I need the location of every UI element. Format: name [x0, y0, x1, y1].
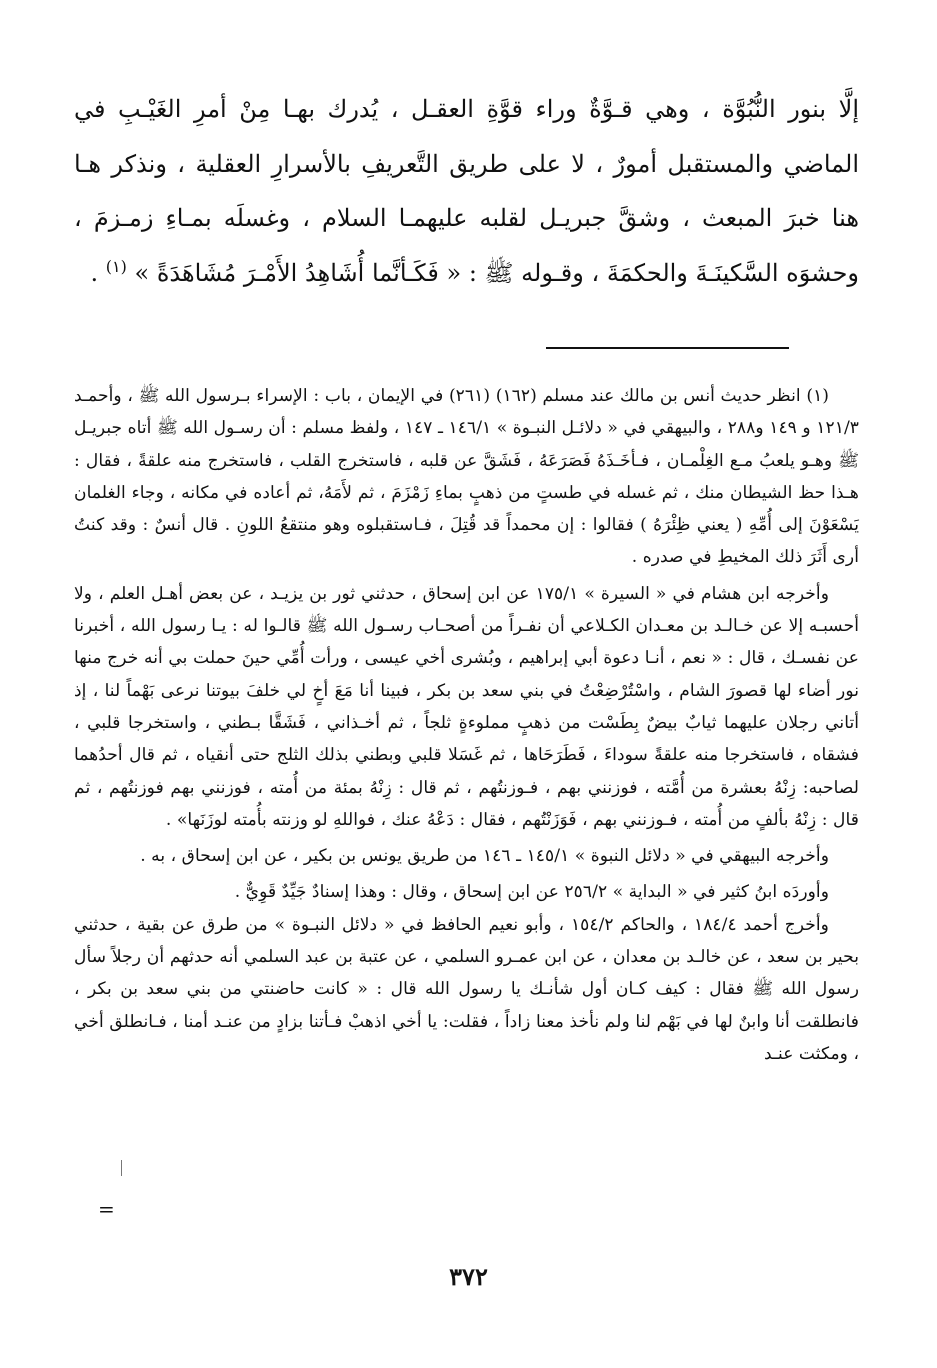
footnote-reference: (١): [105, 256, 127, 276]
footnote-paragraph-5: وأخرج أحمد ١٨٤/٤ ، والحاكم ١٥٤/٢ ، وأبو نعيم الحافظ في « دلائل النبـوة » من طرق عن بقية ، حدثني بحير بن سعد ، عن خالـد بن معدان ، عن ابن عمـرو السلمي ، عن عتبة بن عبد السلمي أنه حدثهم أن رجلاً سأل رسول الله ﷺ فقال : كيف كـان أول شأنـك يا رسول الله قال : « كانت حاضنتي من بني سعد بن بكر ، فانطلقت أنا وابنٌ لها في بَهْم لنا ولم نأخذ معنا زاداً ، فقلت: يا أخي اذهبْ فـأتنا بزادٍ من عنـد أمنا ، فـانطلق أخي ، ومكثت عنـد: [74, 914, 859, 1064]
footnote-paragraph-3: وأخرجه البيهقي في « دلائل النبوة » ١٤٥/١ ـ ١٤٦ من طريق يونس بن بكير ، عن ابن إسحاق ، به .: [140, 846, 829, 867]
main-body-content: إلَّا بنور النُّبُوَّة ، وهي قـوَّةٌ وراء قوَّةِ العقـل ، يُدرك بهـا مِنْ أمرِ الغَيْـبِ في الماضي والمستقبل أمورٌ ، لا على طريق التَّعريفِ بالأسرارِ العقلية ، ونذكر هـا هنا خبرَ المبعث ، وشقَّ جبريـل لقلبه عليهمـا السلام ، وغسلَه بمـاءِ زمـزمَ ، وحشوَه السَّكينَـةَ والحكمَةَ ، وقـوله ﷺ : « فَكَـأنَّما أُشَاهِدُ الأَمْـرَ مُشَاهَدَةً »: [74, 95, 859, 287]
main-body-text: [74, 82, 859, 300]
footnote-divider: [546, 347, 789, 349]
footnote-paragraph-2: وأخرجه ابن هشام في « السيرة » ١٧٥/١ عن ابن إسحاق ، حدثني ثور بن يزيـد ، عن بعض أهـل العلم ، ولا أحسبـه إلا عن خـالـد بن معـدان الكـلاعي أن نفـراً من أصحـاب رسـول الله ﷺ قالـوا له : يـا رسول الله ، أخبرنا عن نفسـك ، قال : « نعم ، أنـا دعوة أبي إبراهيم ، وبُشرى أخي عيسى ، ورأت أُمِّي حينَ حملت بي أنه خرج منها نور أضاء لها قصورَ الشام ، واسْتُرْضِعْتُ في بني سعد بن بكر ، فبينا أنا مَعَ أخٍ لي خلفَ بيوتنا نرعى بَهْماً لنا ، إذ أتاني رجلان عليهما ثيابٌ بيضٌ بِطَسْت من ذهبٍ مملوءةٍ ثلجاً ، ثم أخـذاني ، فَشَقَّا بـطني ، واستخرجا قلبي ، فشقاه ، فاستخرجا منه علقةً سوداءَ ، فَطَرَحَاها ، ثم غَسَلا قلبي وبطني بذلك الثلج حتى أنقياه ، ثم قال أحدُهما لصاحبه: زِنْهُ بعشرة من أُمَّته ، فوزنني بهم ، فـوزنتُهم ، ثم قال : زِنْهُ بمئة من أُمته ، فوزنني بهم فوزنتُهم ، ثم قال : زِنْهُ بألفٍ من أُمته ، فـوزنني بهم ، فَوَزَنْتُهم ، فقال : دَعْهُ عنك ، فواللهِ لو وزنته بأُمته لوزَنَها» .: [74, 583, 859, 830]
footnote-paragraph-4: وأوردَه ابنُ كثير في « البداية » ٢٥٦/٢ عن ابن إسحاق ، وقال : وهذا إسنادٌ جَيِّدٌ قَوِيٌّ .: [234, 882, 829, 903]
margin-mark: [121, 1160, 123, 1176]
main-body-end: .: [90, 258, 106, 287]
page-number: ٣٧٢: [449, 1262, 488, 1291]
footnotes-section: [74, 380, 859, 1070]
continuation-mark: =: [98, 1197, 115, 1221]
footnote-paragraph-1: (١) انظر حديث أنس بن مالك عند مسلم (١٦٢) (٢٦١) في الإيمان ، باب : الإسراء بـرسول الله ﷺ ، وأحمـد ١٢١/٣ و ١٤٩ و٢٨٨ ، والبيهقي في « دلائـل النبـوة » ١٤٦/١ ـ ١٤٧ ، ولفظ مسلم : أن رسـول الله ﷺ أتاه جبريـل ﷺ وهـو يلعبُ مـع الغِلْمـان ، فـأخَـذَهُ فَصَرَعَهُ ، فَشَقَّ عن قلبه ، فاستخرج القلب ، فاستخرج منه علقةً ، فقال : هـذا حظ الشيطان منك ، ثم غسله في طستٍ من ذهبٍ بماءِ زَمْزَمَ ، ثم لأَمَهُ، ثم أعاده في مكانه ، وجاء الغلمان يَسْعَوْنَ إلى أُمِّهِ ( يعني ظِئْرَهُ ) فقالوا : إن محمداً قد قُتِلَ ، فـاستقبلوه وهو منتقعُ اللونِ . قال أنسٌ : وقد كنتُ أرى أَثَرَ ذلك المخيطِ في صدره .: [74, 386, 859, 568]
